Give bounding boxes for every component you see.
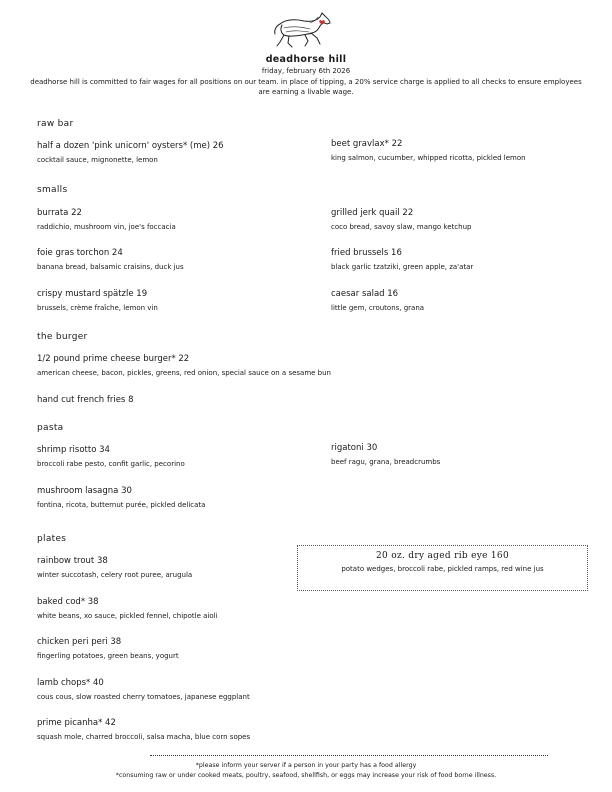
special-description: potato wedges, broccoli rabe, pickled ramps, red wine jus: [341, 565, 544, 573]
special-rib-eye-box: [297, 545, 588, 591]
item-name: fried brussels 16: [331, 248, 402, 258]
item-name: prime picanha* 42: [37, 718, 116, 728]
item-description: broccoli rabe pesto, confit garlic, pecorino: [37, 460, 185, 468]
menu-item-caesar-salad: [331, 288, 424, 314]
menu-item-lamb-chops: [37, 677, 250, 703]
item-description: coco bread, savoy slaw, mango ketchup: [331, 223, 472, 231]
item-name: mushroom lasagna 30: [37, 486, 132, 496]
section-heading-smalls: smalls: [37, 185, 68, 195]
item-name: crispy mustard spätzle 19: [37, 289, 148, 299]
restaurant-name: deadhorse hill: [265, 54, 347, 65]
item-description: fingerling potatoes, green beans, yogurt: [37, 652, 179, 660]
menu-item-oysters: [37, 140, 224, 166]
item-description: american cheese, bacon, pickles, greens, red onion, special sauce on a sesame bun: [37, 369, 331, 377]
section-heading-plates: plates: [37, 534, 67, 544]
menu-item-fried-brussels: [331, 247, 473, 273]
menu-item-burrata: [37, 207, 176, 233]
item-description: black garlic tzatziki, green apple, za'atar: [331, 263, 474, 271]
menu-item-prime-picanha: [37, 717, 250, 743]
service-charge-notice: deadhorse hill is committed to fair wages for all positions on our team. in place of tipping, a 20% service charge is applied to all checks to ensure employees are earning a livable wage.: [30, 78, 582, 96]
menu-item-crispy-mustard-spatzle: [37, 288, 158, 314]
heart-icon: [319, 20, 325, 25]
menu-item-baked-cod: [37, 596, 218, 622]
menu-item-grilled-jerk-quail: [331, 207, 471, 233]
item-name: shrimp risotto 34: [37, 445, 110, 455]
item-name: grilled jerk quail 22: [331, 208, 414, 218]
item-description: banana bread, balsamic craisins, duck jus: [37, 263, 184, 271]
item-description: cous cous, slow roasted cherry tomatoes, japanese eggplant: [37, 693, 250, 701]
menu-date: friday, february 6th 2026: [261, 67, 351, 75]
menu-item-french-fries: [37, 394, 133, 406]
section-heading-pasta: pasta: [37, 423, 64, 433]
item-name: foie gras torchon 24: [37, 248, 123, 258]
item-description: white beans, xo sauce, pickled fennel, chipotle aioli: [37, 612, 218, 620]
item-name: baked cod* 38: [37, 597, 99, 607]
item-description: squash mole, charred broccoli, salsa macha, blue corn sopes: [37, 733, 251, 741]
item-description: king salmon, cucumber, whipped ricotta, pickled lemon: [331, 154, 526, 162]
food-safety-warning: *consuming raw or under cooked meats, poultry, seafood, shellfish, or eggs may increase your risk of food borne illness.: [115, 772, 497, 779]
item-description: cocktail sauce, mignonette, lemon: [37, 156, 158, 164]
allergy-notice: *please inform your server if a person in your party has a food allergy: [195, 762, 417, 769]
item-name: 1/2 pound prime cheese burger* 22: [37, 354, 190, 364]
item-description: fontina, ricota, butternut purée, pickled delicata: [37, 501, 206, 509]
item-name: rainbow trout 38: [37, 556, 108, 566]
menu-item-prime-cheese-burger: [37, 353, 331, 379]
item-description: beef ragu, grana, breadcrumbs: [331, 458, 441, 466]
item-description: brussels, crème fraîche, lemon vin: [37, 304, 158, 312]
menu-item-shrimp-risotto: [37, 444, 185, 470]
section-heading-burger: the burger: [37, 332, 88, 342]
menu-item-chicken-peri-peri: [37, 636, 179, 662]
item-name: half a dozen 'pink unicorn' oysters* (me) 26: [37, 141, 224, 151]
item-name: caesar salad 16: [331, 289, 399, 299]
menu-item-mushroom-lasagna: [37, 485, 205, 511]
horse-with-heart-icon: [272, 8, 338, 50]
item-name: lamb chops* 40: [37, 678, 104, 688]
menu-item-beet-gravlax: [331, 138, 526, 164]
section-heading-raw-bar: raw bar: [37, 119, 74, 129]
item-description: little gem, croutons, grana: [331, 304, 425, 312]
menu-item-rigatoni: [331, 442, 440, 468]
footer-divider: [150, 755, 548, 756]
item-name: burrata 22: [37, 208, 82, 218]
menu-item-foie-gras-torchon: [37, 247, 184, 273]
item-name: chicken peri peri 38: [37, 637, 122, 647]
special-name: 20 oz. dry aged rib eye 160: [376, 551, 509, 561]
item-name: hand cut french fries 8: [37, 395, 134, 405]
menu-item-rainbow-trout: [37, 555, 192, 581]
item-description: winter succotash, celery root puree, arugula: [37, 571, 193, 579]
item-description: raddichio, mushroom vin, joe's foccacia: [37, 223, 176, 231]
item-name: rigatoni 30: [331, 443, 378, 453]
item-name: beet gravlax* 22: [331, 139, 403, 149]
